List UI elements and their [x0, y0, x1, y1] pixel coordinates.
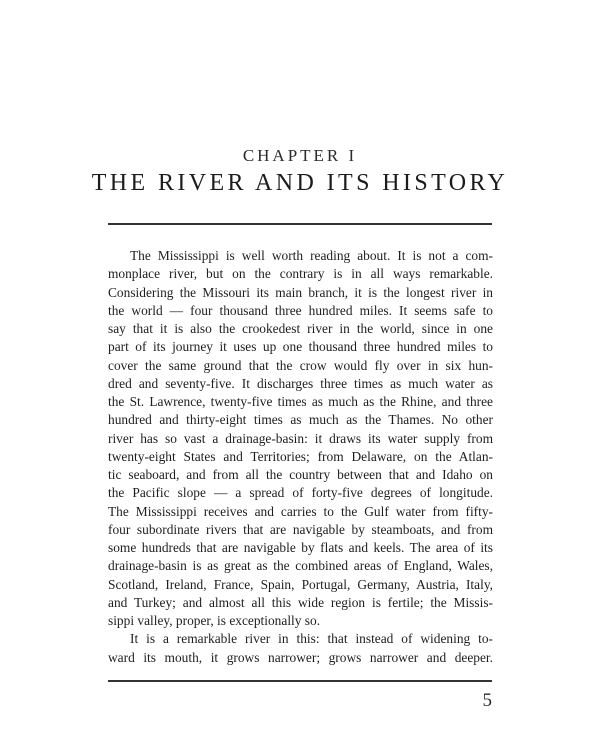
- text-line: twenty-eight States and Territories; from Delaware, on the Atlan-: [108, 448, 493, 464]
- chapter-label: CHAPTER I: [242, 146, 358, 165]
- text-line: the world — four thousand three hundred miles. It seems safe to: [108, 302, 493, 318]
- text-line: ward its mouth, it grows narrower; grows narrower and deeper.: [108, 649, 493, 665]
- text-line: drainage-basin is as great as the combined areas of England, Wales,: [108, 558, 493, 574]
- text-line: Considering the Missouri its main branch, it is the longest river in: [108, 284, 493, 300]
- page-number: 5: [482, 690, 492, 711]
- text-line: tic seaboard, and from all the country between that and Idaho on: [108, 467, 493, 482]
- text-line: say that it is also the crookedest river in the world, since in one: [108, 321, 493, 336]
- text-line: dred and seventy-five. It discharges three times as much water as: [108, 375, 493, 391]
- text-line: the Pacific slope — a spread of forty-five degrees of longitude.: [108, 485, 493, 501]
- chapter-title: THE RIVER AND ITS HISTORY: [91, 170, 509, 196]
- text-line: It is a remarkable river in this: that instead of widening to-: [130, 631, 493, 647]
- text-line: sippi valley, proper, is exceptionally so.: [108, 613, 321, 628]
- text-line: hundred and thirty-eight times as much as the Thames. No other: [108, 412, 493, 428]
- text-line: and Turkey; and almost all this wide region is fertile; the Missis-: [108, 594, 493, 610]
- text-line: The Mississippi is well worth reading about. It is not a com-: [130, 248, 493, 263]
- text-line: cover the same ground that the crow would fly over in six hun-: [108, 357, 493, 373]
- text-line: part of its journey it uses up one thousand three hundred miles to: [108, 339, 493, 355]
- text-line: some hundreds that are navigable by flats and keels. The area of its: [108, 540, 493, 555]
- bottom-divider: [108, 680, 492, 682]
- text-line: The Mississippi receives and carries to the Gulf water from fifty-: [108, 503, 493, 519]
- top-divider: [108, 223, 492, 225]
- text-line: four subordinate rivers that are navigable by steamboats, and from: [108, 521, 493, 537]
- text-line: river has so vast a drainage-basin: it draws its water supply from: [108, 430, 493, 446]
- text-line: the St. Lawrence, twenty-five times as much as the Rhine, and three: [108, 394, 493, 409]
- text-line: Scotland, Ireland, France, Spain, Portugal, Germany, Austria, Italy,: [108, 576, 493, 592]
- text-line: monplace river, but on the contrary is in all ways remarkable.: [108, 266, 493, 282]
- body-text: [108, 247, 493, 667]
